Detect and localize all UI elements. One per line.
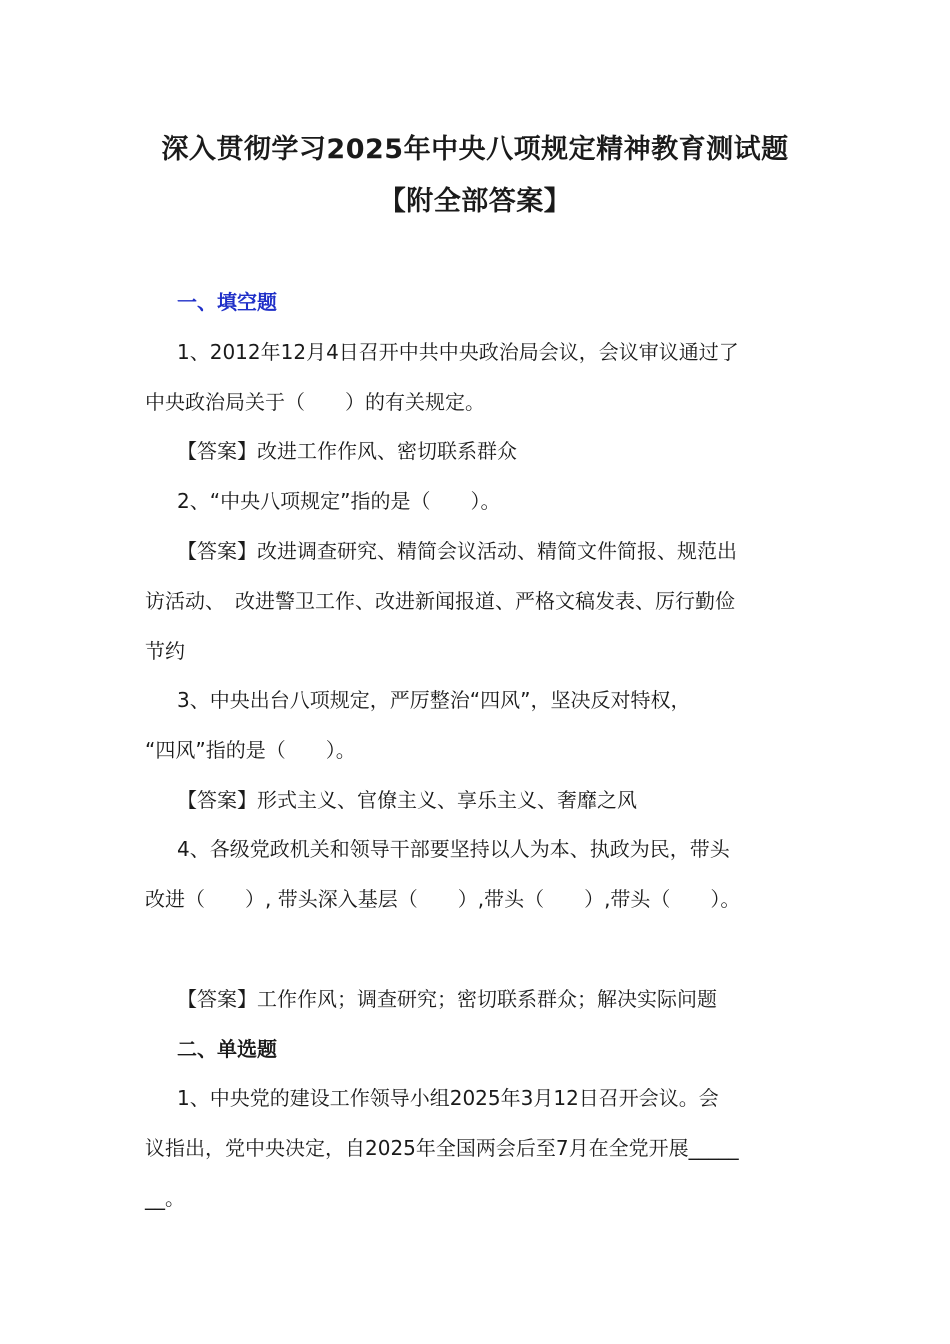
question-2-line-1: 2、“中央八项规定”指的是（ ）。 xyxy=(177,489,501,513)
question-1-line-2: 中央政治局关于（ ）的有关规定。 xyxy=(145,390,485,414)
question-4-line-1: 4、各级党政机关和领导干部要坚持以人为本、执政为民，带头 xyxy=(177,837,730,861)
question-4-line-2: 改进（ ）, 带头深入基层（ ）,带头（ ）,带头（ ）。 xyxy=(145,887,741,911)
single-choice-1-line-1: 1、中央党的建设工作领导小组2025年3月12日召开会议。会 xyxy=(177,1086,719,1110)
section-heading-single-choice: 二、单选题 xyxy=(177,1037,277,1061)
question-2-answer-line-1: 【答案】改进调查研究、精简会议活动、精简文件简报、规范出 xyxy=(177,539,737,563)
section-heading-fill-in: 一、填空题 xyxy=(177,290,277,314)
question-4-answer: 【答案】工作作风；调查研究；密切联系群众；解决实际问题 xyxy=(177,987,717,1011)
question-1-answer: 【答案】改进工作作风、密切联系群众 xyxy=(177,439,517,463)
question-3-line-2: “四风”指的是（ ）。 xyxy=(145,738,356,762)
question-3-line-1: 3、中央出台八项规定，严厉整治“四风”，坚决反对特权， xyxy=(177,688,691,712)
question-1-line-1: 1、2012年12月4日召开中共中央政治局会议，会议审议通过了 xyxy=(177,340,739,364)
document-title-line-2: 【附全部答案】 xyxy=(378,186,572,217)
question-3-answer: 【答案】形式主义、官僚主义、享乐主义、奢靡之风 xyxy=(177,788,637,812)
question-2-answer-line-3: 节约 xyxy=(145,639,185,663)
single-choice-1-line-3: __。 xyxy=(145,1186,185,1210)
single-choice-1-line-2: 议指出，党中央决定，自2025年全国两会后至7月在全党开展_____ xyxy=(145,1136,739,1160)
document-title-line-1: 深入贯彻学习2025年中央八项规定精神教育测试题 xyxy=(161,134,789,165)
question-2-answer-line-2: 访活动、 改进警卫工作、改进新闻报道、严格文稿发表、厉行勤俭 xyxy=(145,589,735,613)
